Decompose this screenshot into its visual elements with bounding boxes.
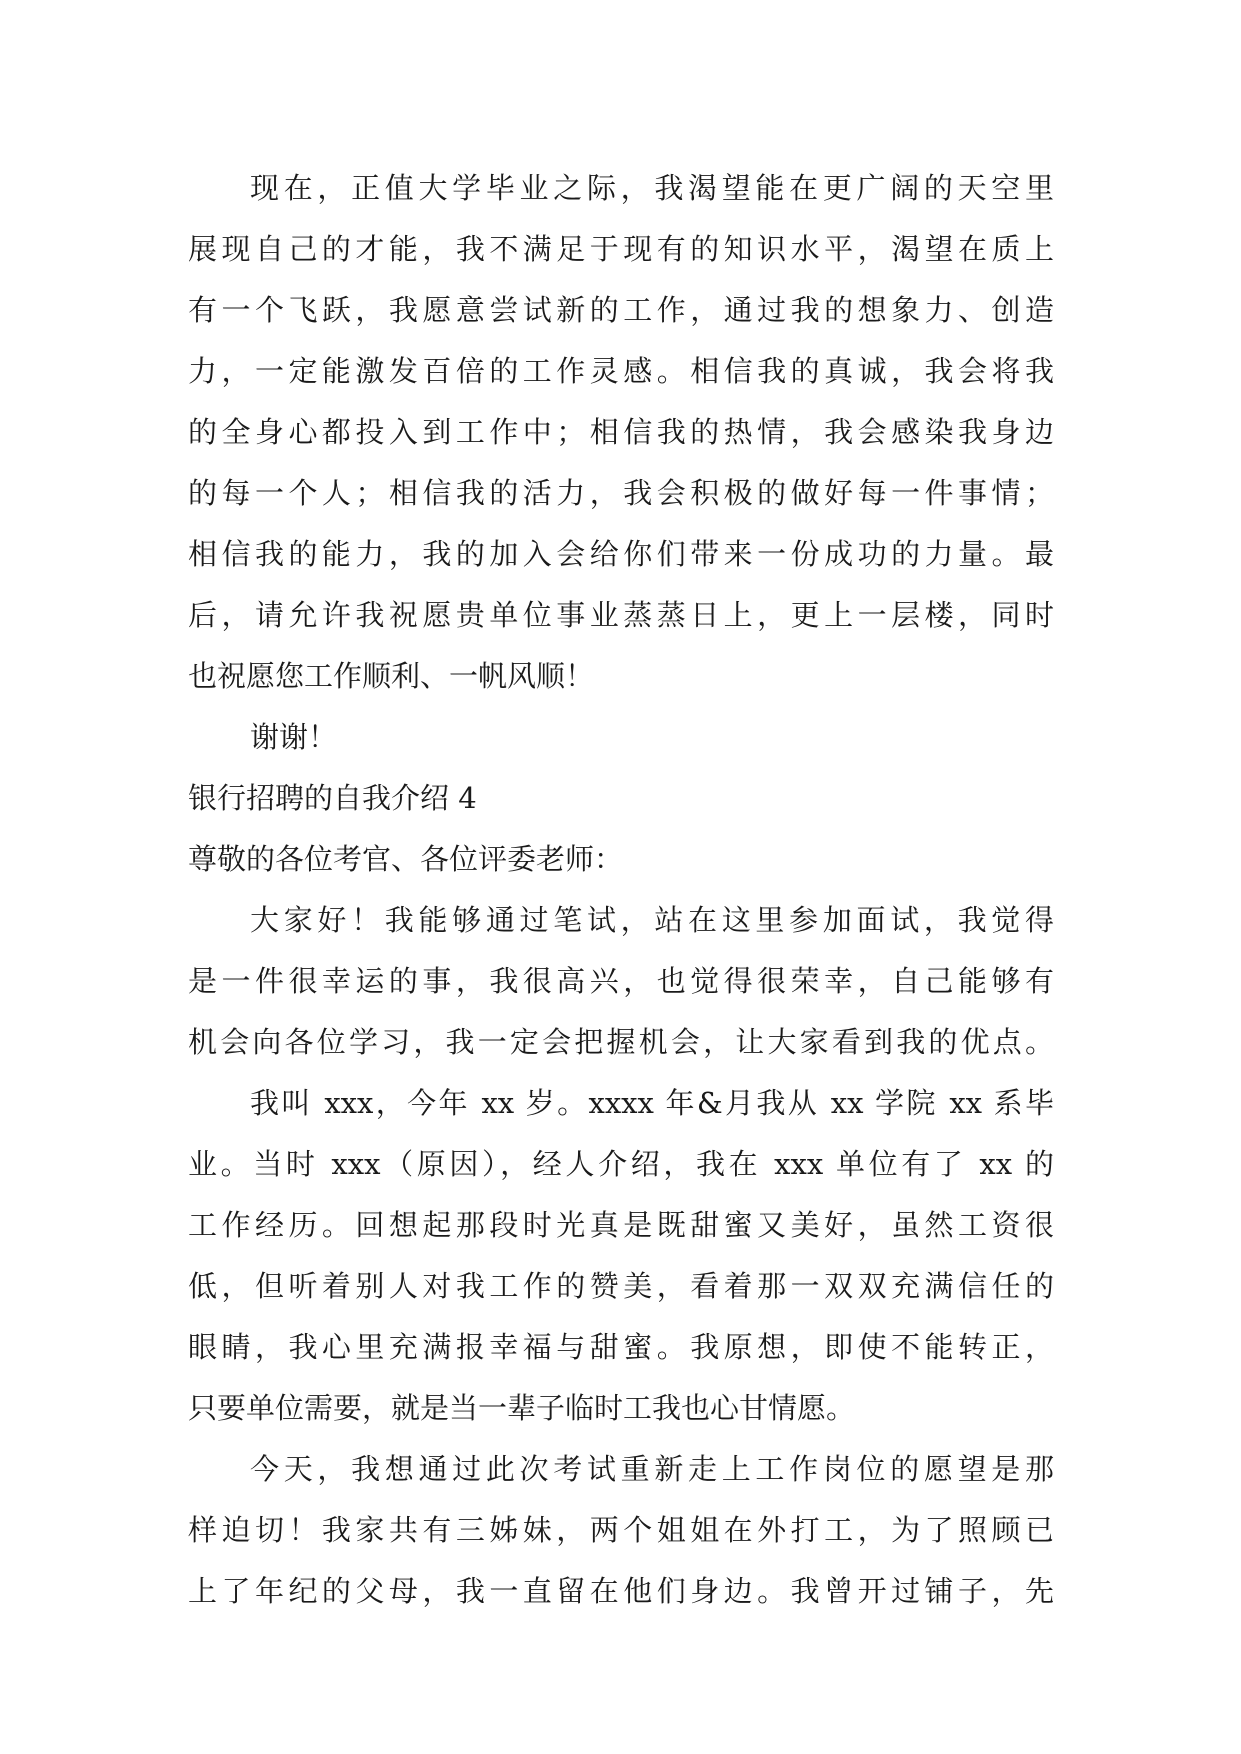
text-line: 展现自己的才能，我不满足于现有的知识水平，渴望在质上 — [188, 232, 1054, 266]
text-line: 只要单位需要，就是当一辈子临时工我也心甘情愿。 — [188, 1391, 856, 1425]
text-line: 后，请允许我祝愿贵单位事业蒸蒸日上，更上一层楼，同时 — [188, 598, 1054, 632]
text-line: 力，一定能激发百倍的工作灵感。相信我的真诚，我会将我 — [188, 354, 1054, 388]
text-line: 现在，正值大学毕业之际，我渴望能在更广阔的天空里 — [250, 171, 1054, 205]
text-line: 机会向各位学习，我一定会把握机会，让大家看到我的优点。 — [188, 1025, 1054, 1059]
text-line: 的全身心都投入到工作中；相信我的热情，我会感染我身边 — [188, 415, 1054, 449]
salutation: 尊敬的各位考官、各位评委老师： — [188, 842, 624, 876]
text-line: 有一个飞跃，我愿意尝试新的工作，通过我的想象力、创造 — [188, 293, 1054, 327]
text-line: 我叫 xxx，今年 xx 岁。xxxx 年&月我从 xx 学院 xx 系毕 — [250, 1086, 1054, 1120]
text-line: 低，但听着别人对我工作的赞美，看着那一双双充满信任的 — [188, 1269, 1054, 1303]
text-line: 样迫切！我家共有三姊妹，两个姐姐在外打工，为了照顾已 — [188, 1513, 1054, 1547]
text-line: 业。当时 xxx（原因），经人介绍，我在 xxx 单位有了 xx 的 — [188, 1147, 1054, 1181]
text-line: 大家好！我能够通过笔试，站在这里参加面试，我觉得 — [250, 903, 1054, 937]
text-line: 是一件很幸运的事，我很高兴，也觉得很荣幸，自己能够有 — [188, 964, 1054, 998]
document-body — [188, 158, 1054, 1622]
section-heading: 银行招聘的自我介绍 4 — [188, 781, 477, 815]
text-line: 眼睛，我心里充满报幸福与甜蜜。我原想，即使不能转正， — [188, 1330, 1054, 1364]
text-line: 今天，我想通过此次考试重新走上工作岗位的愿望是那 — [250, 1452, 1054, 1486]
text-line: 相信我的能力，我的加入会给你们带来一份成功的力量。最 — [188, 537, 1054, 571]
text-line: 也祝愿您工作顺利、一帆风顺！ — [188, 659, 595, 693]
text-line: 的每一个人；相信我的活力，我会积极的做好每一件事情； — [188, 476, 1054, 510]
closing-thanks: 谢谢！ — [250, 720, 338, 754]
text-line: 工作经历。回想起那段时光真是既甜蜜又美好，虽然工资很 — [188, 1208, 1054, 1242]
text-line: 上了年纪的父母，我一直留在他们身边。我曾开过铺子，先 — [188, 1574, 1054, 1608]
